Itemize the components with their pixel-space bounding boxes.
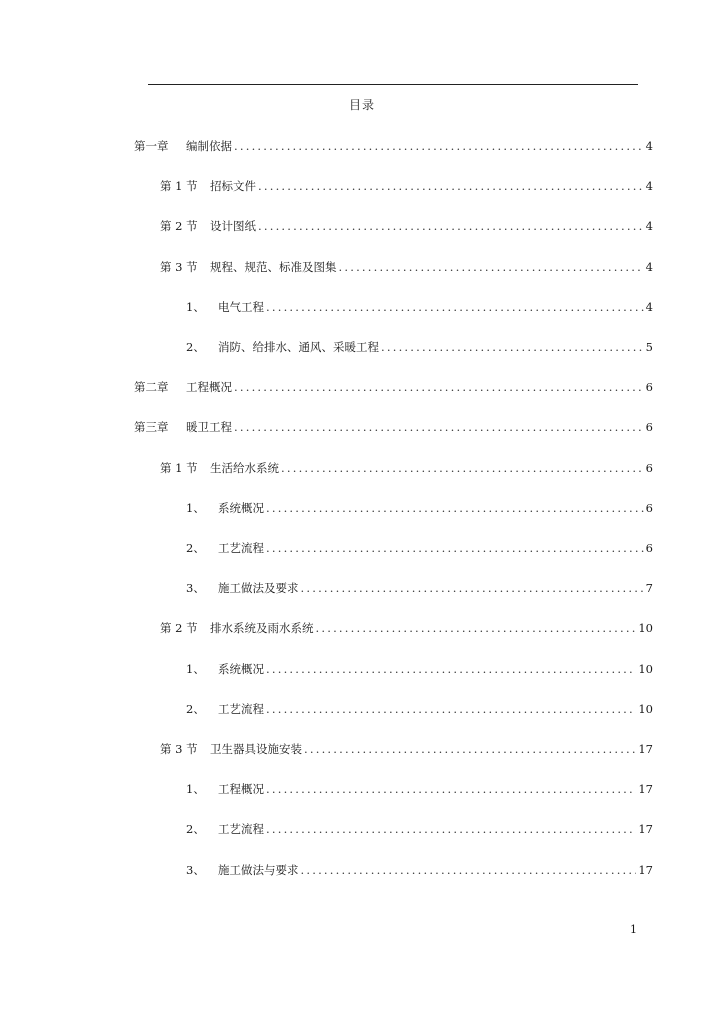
toc-dot-leader — [266, 822, 636, 836]
toc-entry-number: 第 2 节 — [160, 621, 198, 636]
toc-entry-number: 1、 — [186, 500, 205, 515]
toc-entry-title: 工艺流程 — [218, 541, 264, 555]
toc-entry-page: 17 — [638, 782, 653, 797]
toc-dot-leader — [266, 300, 644, 314]
toc-entry-title: 设计图纸 — [210, 219, 256, 234]
toc-dot-leader — [234, 380, 644, 394]
toc-entry-title: 电气工程 — [218, 299, 264, 314]
toc-dot-leader — [381, 340, 644, 354]
page-number: 1 — [630, 923, 637, 936]
toc-entry-number: 2、 — [186, 541, 205, 555]
toc-entry-number: 2、 — [186, 701, 205, 716]
toc-entry-title: 施工做法与要求 — [218, 862, 299, 877]
toc-entry-title: 系统概况 — [218, 500, 264, 515]
toc-dot-leader — [234, 420, 644, 434]
toc-entry[interactable] — [134, 420, 653, 434]
toc-dot-leader — [234, 139, 644, 153]
toc-entry-page: 6 — [645, 500, 653, 515]
toc-entry-number: 第二章 — [134, 380, 169, 395]
toc-dot-leader — [266, 501, 644, 515]
toc-entry-page: 6 — [645, 380, 653, 395]
toc-entry[interactable] — [160, 179, 653, 193]
toc-entry[interactable] — [160, 260, 653, 274]
toc-dot-leader — [266, 541, 644, 555]
toc-dot-leader — [258, 219, 644, 233]
toc-dot-leader — [339, 260, 644, 274]
toc-entry-page: 6 — [645, 420, 653, 435]
toc-entry-number: 2、 — [186, 822, 205, 837]
toc-entry-title: 施工做法及要求 — [218, 581, 299, 596]
toc-entry[interactable] — [160, 742, 653, 756]
toc-entry[interactable] — [186, 822, 653, 836]
toc-entry-page: 5 — [645, 340, 653, 354]
toc-entry-page: 7 — [645, 581, 653, 596]
toc-entry-title: 系统概况 — [218, 661, 264, 676]
toc-entry-title: 规程、规范、标准及图集 — [210, 259, 337, 274]
toc-entry-title: 编制依据 — [186, 139, 232, 153]
toc-entry-page: 17 — [638, 822, 653, 837]
toc-entry[interactable] — [134, 380, 653, 394]
toc-entry[interactable] — [186, 340, 653, 354]
toc-dot-leader — [258, 179, 644, 193]
toc-entry-number: 3、 — [186, 581, 205, 596]
toc-entry[interactable] — [186, 702, 653, 716]
toc-entry-title: 排水系统及雨水系统 — [210, 621, 314, 636]
toc-entry-page: 17 — [638, 862, 653, 877]
toc-entry-number: 第 1 节 — [160, 460, 198, 475]
toc-entry[interactable] — [160, 219, 653, 233]
toc-entry-title: 工艺流程 — [218, 701, 264, 716]
toc-entry-number: 1、 — [186, 661, 205, 676]
toc-entry[interactable] — [186, 863, 653, 877]
toc-entry-page: 10 — [638, 701, 653, 716]
toc-entry-page: 4 — [645, 139, 653, 153]
toc-entry[interactable] — [160, 461, 653, 475]
toc-entry-page: 17 — [638, 742, 653, 756]
toc-entry-number: 2、 — [186, 340, 205, 354]
toc-title: 目录 — [348, 98, 375, 112]
toc-dot-leader — [281, 461, 644, 475]
toc-entry[interactable] — [160, 621, 653, 635]
toc-entry-page: 6 — [645, 460, 653, 475]
toc-entry[interactable] — [186, 782, 653, 796]
header-rule — [148, 84, 638, 85]
toc-entry-title: 招标文件 — [210, 179, 256, 194]
toc-entry-number: 1、 — [186, 299, 205, 314]
toc-dot-leader — [316, 621, 637, 635]
toc-entry-page: 4 — [645, 259, 653, 274]
toc-dot-leader — [266, 702, 636, 716]
toc-entry-title: 暖卫工程 — [186, 420, 232, 435]
toc-entry-number: 第 3 节 — [160, 259, 198, 274]
toc-dot-leader — [301, 863, 637, 877]
toc-entry-page: 6 — [645, 541, 653, 555]
toc-entry-page: 10 — [638, 661, 653, 676]
toc-entry-number: 1、 — [186, 782, 205, 797]
toc-dot-leader — [304, 742, 636, 756]
toc-entry-page: 4 — [645, 299, 653, 314]
toc-entry[interactable] — [186, 300, 653, 314]
toc-entry[interactable] — [186, 501, 653, 515]
toc-entry-page: 4 — [645, 179, 653, 194]
toc-entry-number: 第三章 — [134, 420, 169, 435]
toc-entry[interactable] — [186, 581, 653, 595]
toc-entry-title: 工程概况 — [218, 782, 264, 797]
toc-entry-number: 第一章 — [134, 139, 169, 153]
toc-entry[interactable] — [134, 139, 653, 153]
toc-entry-title: 工程概况 — [186, 380, 232, 395]
toc-entry-number: 第 3 节 — [160, 742, 198, 756]
toc-dot-leader — [266, 662, 636, 676]
toc-entry-number: 3、 — [186, 862, 205, 877]
toc-entry-title: 消防、给排水、通风、采暖工程 — [218, 340, 379, 354]
toc-entry-page: 10 — [638, 621, 653, 636]
toc-entry-title: 生活给水系统 — [210, 460, 279, 475]
toc-dot-leader — [266, 782, 636, 796]
toc-entry-page: 4 — [645, 219, 653, 234]
toc-entry-number: 第 2 节 — [160, 219, 198, 234]
toc-entry-title: 卫生器具设施安装 — [210, 742, 302, 756]
toc-dot-leader — [301, 581, 644, 595]
toc-entry-number: 第 1 节 — [160, 179, 198, 194]
toc-entry-title: 工艺流程 — [218, 822, 264, 837]
toc-entry[interactable] — [186, 541, 653, 555]
toc-entry[interactable] — [186, 662, 653, 676]
